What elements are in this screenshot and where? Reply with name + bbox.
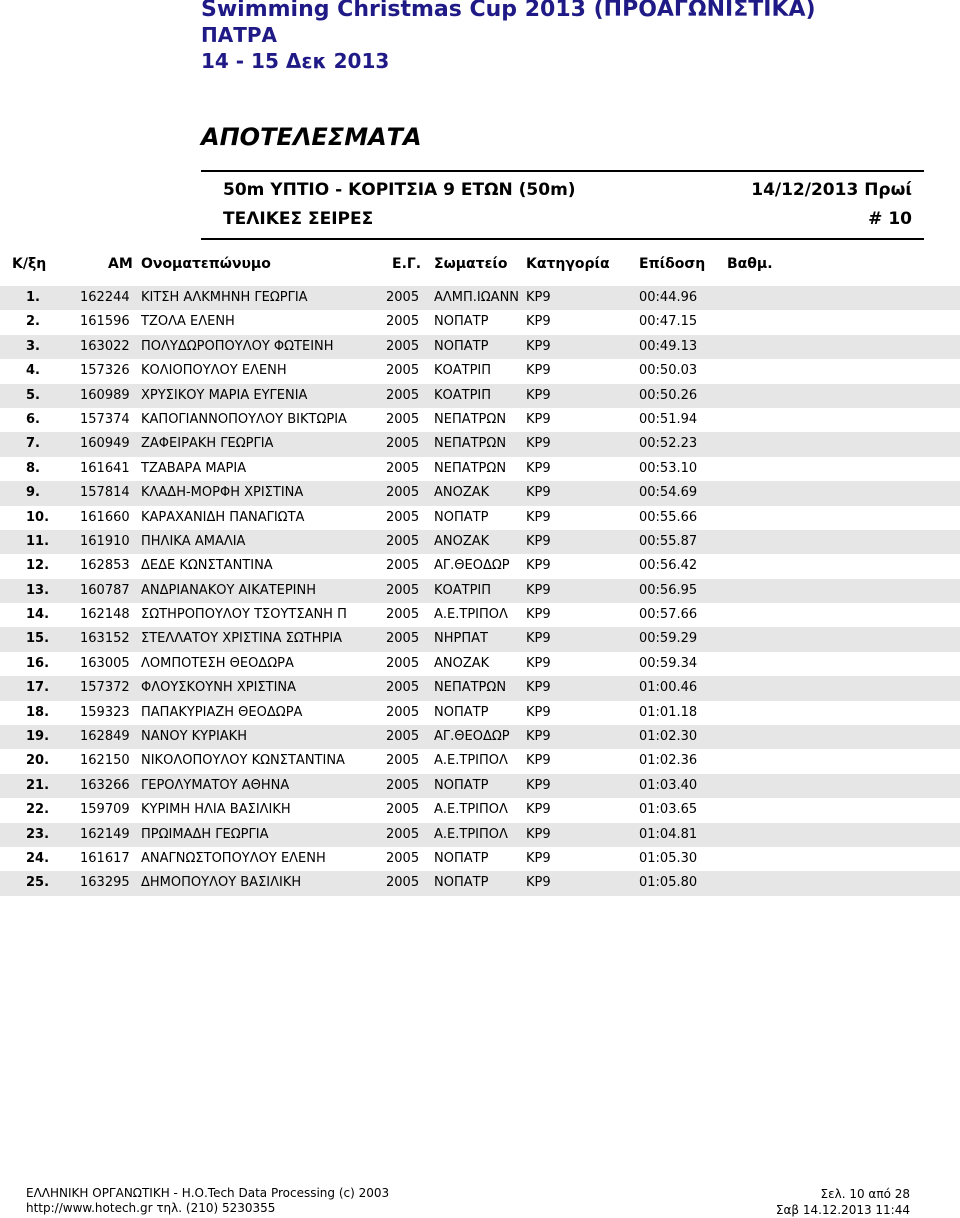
- rank-cell: 23.: [26, 826, 50, 842]
- rank-cell: 19.: [26, 729, 50, 745]
- year-cell: 2005: [386, 729, 420, 745]
- time-cell: 00:50.03: [639, 363, 698, 379]
- col-year-header: Ε.Γ.: [392, 256, 422, 272]
- name-cell: ΣΤΕΛΛΑΤΟΥ ΧΡΙΣΤΙΝΑ ΣΩΤΗΡΙΑ: [141, 631, 343, 647]
- table-row: [0, 457, 960, 481]
- club-cell: ΝΟΠΑΤΡ: [434, 509, 489, 525]
- name-cell: ΤΖΑΒΑΡΑ ΜΑΡΙΑ: [141, 460, 247, 476]
- year-cell: 2005: [386, 314, 420, 330]
- category-cell: ΚΡ9: [526, 485, 551, 501]
- year-cell: 2005: [386, 460, 420, 476]
- club-cell: ΚΟΑΤΡΙΠ: [434, 363, 492, 379]
- table-row: [0, 310, 960, 334]
- time-cell: 00:54.69: [639, 485, 698, 501]
- club-cell: ΚΟΑΤΡΙΠ: [434, 387, 492, 403]
- year-cell: 2005: [386, 826, 420, 842]
- col-name-header: Ονοματεπώνυμο: [141, 256, 271, 272]
- name-cell: ΚΑΡΑΧΑΝΙΔΗ ΠΑΝΑΓΙΩΤΑ: [141, 509, 305, 525]
- category-cell: ΚΡ9: [526, 777, 551, 793]
- name-cell: ΑΝΑΓΝΩΣΤΟΠΟΥΛΟΥ ΕΛΕΝΗ: [141, 850, 326, 866]
- time-cell: 00:44.96: [639, 290, 698, 305]
- name-cell: ΑΝΔΡΙΑΝΑΚΟΥ ΑΙΚΑΤΕΡΙΝΗ: [141, 582, 316, 598]
- time-cell: 00:55.66: [639, 509, 698, 525]
- time-cell: 00:55.87: [639, 533, 698, 549]
- year-cell: 2005: [386, 655, 420, 671]
- time-cell: 00:56.95: [639, 582, 698, 598]
- year-cell: 2005: [386, 290, 420, 305]
- name-cell: ΚΑΠΟΓΙΑΝΝΟΠΟΥΛΟΥ ΒΙΚΤΩΡΙΑ: [141, 411, 347, 427]
- table-row: [0, 701, 960, 725]
- time-cell: 01:01.18: [639, 704, 698, 720]
- name-cell: ΠΡΩΙΜΑΔΗ ΓΕΩΡΓΙΑ: [141, 826, 269, 842]
- event-heat: # 10: [868, 209, 912, 229]
- category-cell: ΚΡ9: [526, 802, 551, 818]
- year-cell: 2005: [386, 850, 420, 866]
- table-row: [0, 335, 960, 359]
- rank-cell: 21.: [26, 777, 50, 793]
- category-cell: ΚΡ9: [526, 411, 551, 427]
- table-row: [0, 359, 960, 383]
- club-cell: ΝΕΠΑΤΡΩΝ: [434, 411, 507, 427]
- club-cell: ΚΟΑΤΡΙΠ: [434, 582, 492, 598]
- am-cell: 160989: [80, 387, 130, 403]
- time-cell: 01:03.65: [639, 802, 698, 818]
- time-cell: 00:59.29: [639, 631, 698, 647]
- time-cell: 01:03.40: [639, 777, 698, 793]
- category-cell: ΚΡ9: [526, 509, 551, 525]
- year-cell: 2005: [386, 875, 420, 891]
- year-cell: 2005: [386, 582, 420, 598]
- category-cell: ΚΡ9: [526, 875, 551, 891]
- meet-title: Swimming Christmas Cup 2013 (ΠΡΟΑΓΩΝΙΣΤΙΚΑ): [201, 0, 816, 22]
- rank-cell: 15.: [26, 631, 50, 647]
- name-cell: ΖΑΦΕΙΡΑΚΗ ΓΕΩΡΓΙΑ: [141, 436, 274, 452]
- name-cell: ΤΖΟΛΑ ΕΛΕΝΗ: [141, 314, 235, 330]
- am-cell: 161641: [80, 460, 130, 476]
- table-row: [0, 676, 960, 700]
- category-cell: ΚΡ9: [526, 729, 551, 745]
- am-cell: 163152: [80, 631, 130, 647]
- category-cell: ΚΡ9: [526, 338, 551, 354]
- footer-printed: Σαβ 14.12.2013 11:44: [775, 1203, 910, 1217]
- club-cell: ΑΝΟΖΑΚ: [434, 655, 490, 671]
- am-cell: 162149: [80, 826, 130, 842]
- table-row: [0, 432, 960, 456]
- year-cell: 2005: [386, 533, 420, 549]
- table-row: [0, 725, 960, 749]
- year-cell: 2005: [386, 680, 420, 696]
- rank-cell: 18.: [26, 704, 50, 720]
- am-cell: 157814: [80, 485, 130, 501]
- club-cell: ΝΟΠΑΤΡ: [434, 338, 489, 354]
- am-cell: 163005: [80, 655, 130, 671]
- am-cell: 157374: [80, 411, 130, 427]
- name-cell: ΛΟΜΠΟΤΕΣΗ ΘΕΟΔΩΡΑ: [141, 655, 294, 671]
- time-cell: 01:00.46: [639, 680, 698, 696]
- rank-cell: 20.: [26, 753, 50, 769]
- time-cell: 00:56.42: [639, 558, 698, 574]
- category-cell: ΚΡ9: [526, 533, 551, 549]
- name-cell: ΔΕΔΕ ΚΩΝΣΤΑΝΤΙΝΑ: [141, 558, 273, 574]
- rank-cell: 1.: [26, 290, 40, 305]
- category-cell: ΚΡ9: [526, 607, 551, 623]
- rank-cell: 2.: [26, 314, 40, 330]
- rank-cell: 14.: [26, 607, 50, 623]
- name-cell: ΚΟΛΙΟΠΟΥΛΟΥ ΕΛΕΝΗ: [141, 363, 287, 379]
- year-cell: 2005: [386, 436, 420, 452]
- club-cell: ΝΗΡΠΑΤ: [434, 631, 488, 647]
- category-cell: ΚΡ9: [526, 436, 551, 452]
- club-cell: ΝΟΠΑΤΡ: [434, 704, 489, 720]
- col-am-header: ΑΜ: [108, 256, 133, 272]
- am-cell: 161660: [80, 509, 130, 525]
- club-cell: ΑΓ.ΘΕΟΔΩΡ: [434, 558, 510, 574]
- category-cell: ΚΡ9: [526, 290, 551, 305]
- rank-cell: 8.: [26, 460, 40, 476]
- table-row: [0, 286, 960, 310]
- am-cell: 161596: [80, 314, 130, 330]
- am-cell: 157372: [80, 680, 130, 696]
- category-cell: ΚΡ9: [526, 680, 551, 696]
- table-row: [0, 579, 960, 603]
- rank-cell: 11.: [26, 533, 50, 549]
- name-cell: ΝΙΚΟΛΟΠΟΥΛΟΥ ΚΩΝΣΤΑΝΤΙΝΑ: [141, 753, 345, 769]
- club-cell: ΑΛΜΠ.ΙΩΑΝΝ: [434, 290, 520, 305]
- am-cell: 159709: [80, 802, 130, 818]
- am-cell: 157326: [80, 363, 130, 379]
- am-cell: 163266: [80, 777, 130, 793]
- club-cell: ΝΟΠΑΤΡ: [434, 850, 489, 866]
- name-cell: ΚΙΤΣΗ ΑΛΚΜΗΝΗ ΓΕΩΡΓΙΑ: [141, 290, 308, 305]
- club-cell: Α.Ε.ΤΡΙΠΟΛ: [434, 826, 508, 842]
- name-cell: ΦΛΟΥΣΚΟΥΝΗ ΧΡΙΣΤΙΝΑ: [141, 680, 297, 696]
- time-cell: 00:53.10: [639, 460, 698, 476]
- rank-cell: 25.: [26, 875, 50, 891]
- time-cell: 00:47.15: [639, 314, 698, 330]
- rank-cell: 6.: [26, 411, 40, 427]
- year-cell: 2005: [386, 607, 420, 623]
- club-cell: Α.Ε.ΤΡΙΠΟΛ: [434, 753, 508, 769]
- rank-cell: 10.: [26, 509, 50, 525]
- am-cell: 163022: [80, 338, 130, 354]
- name-cell: ΠΗΛΙΚΑ ΑΜΑΛΙΑ: [141, 533, 246, 549]
- name-cell: ΣΩΤΗΡΟΠΟΥΛΟΥ ΤΣΟΥΤΣΑΝΗ Π: [141, 607, 347, 623]
- time-cell: 01:05.30: [639, 850, 698, 866]
- year-cell: 2005: [386, 777, 420, 793]
- table-row: [0, 823, 960, 847]
- col-rank-header: Κ/ξη: [12, 256, 47, 272]
- am-cell: 161910: [80, 533, 130, 549]
- club-cell: ΝΟΠΑΤΡ: [434, 875, 489, 891]
- col-club-header: Σωματείο: [434, 256, 508, 272]
- year-cell: 2005: [386, 802, 420, 818]
- table-row: [0, 408, 960, 432]
- table-row: [0, 847, 960, 871]
- am-cell: 162849: [80, 729, 130, 745]
- time-cell: 00:52.23: [639, 436, 698, 452]
- rank-cell: 12.: [26, 558, 50, 574]
- col-category-header: Κατηγορία: [526, 256, 610, 272]
- category-cell: ΚΡ9: [526, 753, 551, 769]
- year-cell: 2005: [386, 704, 420, 720]
- table-row: [0, 506, 960, 530]
- category-cell: ΚΡ9: [526, 363, 551, 379]
- results-table: [0, 286, 960, 896]
- club-cell: ΝΕΠΑΤΡΩΝ: [434, 460, 507, 476]
- category-cell: ΚΡ9: [526, 558, 551, 574]
- year-cell: 2005: [386, 338, 420, 354]
- club-cell: Α.Ε.ΤΡΙΠΟΛ: [434, 607, 508, 623]
- am-cell: 162148: [80, 607, 130, 623]
- category-cell: ΚΡ9: [526, 460, 551, 476]
- table-row: [0, 530, 960, 554]
- time-cell: 01:02.30: [639, 729, 698, 745]
- rank-cell: 4.: [26, 363, 40, 379]
- category-cell: ΚΡ9: [526, 826, 551, 842]
- am-cell: 162853: [80, 558, 130, 574]
- name-cell: ΧΡΥΣΙΚΟΥ ΜΑΡΙΑ ΕΥΓΕΝΙΑ: [141, 387, 308, 403]
- year-cell: 2005: [386, 485, 420, 501]
- category-cell: ΚΡ9: [526, 314, 551, 330]
- name-cell: ΠΟΛΥΔΩΡΟΠΟΥΛΟΥ ΦΩΤΕΙΝΗ: [141, 338, 334, 354]
- category-cell: ΚΡ9: [526, 631, 551, 647]
- club-cell: Α.Ε.ΤΡΙΠΟΛ: [434, 802, 508, 818]
- club-cell: ΝΕΠΑΤΡΩΝ: [434, 680, 507, 696]
- table-row: [0, 652, 960, 676]
- table-row: [0, 481, 960, 505]
- event-date: 14/12/2013 Πρωί: [751, 180, 912, 200]
- am-cell: 162244: [80, 290, 130, 305]
- rank-cell: 7.: [26, 436, 40, 452]
- am-cell: 163295: [80, 875, 130, 891]
- table-row: [0, 871, 960, 895]
- name-cell: ΔΗΜΟΠΟΥΛΟΥ ΒΑΣΙΛΙΚΗ: [141, 875, 302, 891]
- footer-page: Σελ. 10 από 28: [820, 1187, 910, 1201]
- event-name: 50m ΥΠΤΙΟ - ΚΟΡΙΤΣΙΑ 9 ΕΤΩΝ (50m): [223, 180, 576, 200]
- category-cell: ΚΡ9: [526, 655, 551, 671]
- category-cell: ΚΡ9: [526, 387, 551, 403]
- am-cell: 159323: [80, 704, 130, 720]
- club-cell: ΑΝΟΖΑΚ: [434, 485, 490, 501]
- event-header: [201, 170, 924, 240]
- name-cell: ΝΑΝΟΥ ΚΥΡΙΑΚΗ: [141, 729, 247, 745]
- am-cell: 160787: [80, 582, 130, 598]
- year-cell: 2005: [386, 753, 420, 769]
- table-row: [0, 749, 960, 773]
- year-cell: 2005: [386, 387, 420, 403]
- club-cell: ΝΟΠΑΤΡ: [434, 777, 489, 793]
- col-time-header: Επίδοση: [639, 256, 706, 272]
- results-heading: ΑΠΟΤΕΛΕΣΜΑΤΑ: [201, 123, 422, 151]
- rank-cell: 3.: [26, 338, 40, 354]
- am-cell: 162150: [80, 753, 130, 769]
- time-cell: 00:59.34: [639, 655, 698, 671]
- category-cell: ΚΡ9: [526, 582, 551, 598]
- table-row: [0, 627, 960, 651]
- am-cell: 161617: [80, 850, 130, 866]
- time-cell: 01:05.80: [639, 875, 698, 891]
- club-cell: ΝΕΠΑΤΡΩΝ: [434, 436, 507, 452]
- am-cell: 160949: [80, 436, 130, 452]
- meet-city: ΠΑΤΡΑ: [201, 23, 277, 47]
- rank-cell: 16.: [26, 655, 50, 671]
- event-round: ΤΕΛΙΚΕΣ ΣΕΙΡΕΣ: [223, 209, 374, 229]
- rank-cell: 24.: [26, 850, 50, 866]
- table-row: [0, 774, 960, 798]
- time-cell: 00:50.26: [639, 387, 698, 403]
- time-cell: 00:57.66: [639, 607, 698, 623]
- rank-cell: 5.: [26, 387, 40, 403]
- footer-org: ΕΛΛΗΝΙΚΗ ΟΡΓΑΝΩΤΙΚΗ - Η.Ο.Tech Data Processing (c) 2003: [26, 1186, 390, 1200]
- time-cell: 01:02.36: [639, 753, 698, 769]
- rank-cell: 13.: [26, 582, 50, 598]
- club-cell: ΝΟΠΑΤΡ: [434, 314, 489, 330]
- footer-web: http://www.hotech.gr τηλ. (210) 5230355: [26, 1201, 276, 1215]
- name-cell: ΚΛΑΔΗ-ΜΟΡΦΗ ΧΡΙΣΤΙΝΑ: [141, 485, 304, 501]
- club-cell: ΑΓ.ΘΕΟΔΩΡ: [434, 729, 510, 745]
- year-cell: 2005: [386, 558, 420, 574]
- meet-dates: 14 - 15 Δεκ 2013: [201, 49, 390, 73]
- rank-cell: 9.: [26, 485, 40, 501]
- name-cell: ΚΥΡΙΜΗ ΗΛΙΑ ΒΑΣΙΛΙΚΗ: [141, 802, 291, 818]
- time-cell: 01:04.81: [639, 826, 698, 842]
- category-cell: ΚΡ9: [526, 704, 551, 720]
- year-cell: 2005: [386, 631, 420, 647]
- table-row: [0, 384, 960, 408]
- year-cell: 2005: [386, 411, 420, 427]
- rank-cell: 17.: [26, 680, 50, 696]
- time-cell: 00:51.94: [639, 411, 698, 427]
- year-cell: 2005: [386, 509, 420, 525]
- year-cell: 2005: [386, 363, 420, 379]
- rank-cell: 22.: [26, 802, 50, 818]
- table-row: [0, 798, 960, 822]
- table-row: [0, 554, 960, 578]
- club-cell: ΑΝΟΖΑΚ: [434, 533, 490, 549]
- table-row: [0, 603, 960, 627]
- time-cell: 00:49.13: [639, 338, 698, 354]
- category-cell: ΚΡ9: [526, 850, 551, 866]
- name-cell: ΠΑΠΑΚΥΡΙΑΖΗ ΘΕΟΔΩΡΑ: [141, 704, 303, 720]
- name-cell: ΓΕΡΟΛΥΜΑΤΟΥ ΑΘΗΝΑ: [141, 777, 290, 793]
- col-points-header: Βαθμ.: [727, 256, 773, 272]
